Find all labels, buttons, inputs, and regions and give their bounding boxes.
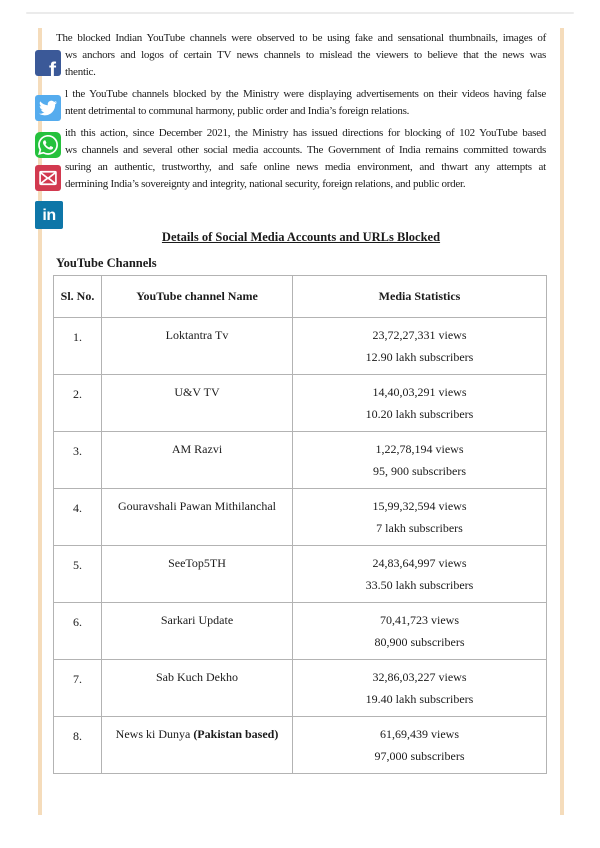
paragraph-line: l the YouTube channels blocked by the Ministry were displaying advertisements on their videos having false	[65, 88, 546, 100]
views-count: 32,86,03,227 views	[372, 670, 467, 684]
paragraph-line: ws channels and several other social media accounts. The Government of India remains committed towards	[65, 144, 546, 156]
table-row	[54, 603, 547, 660]
facebook-icon: f	[49, 59, 56, 76]
table-row	[54, 717, 547, 774]
section-heading: Details of Social Media Accounts and URLs Blocked	[161, 230, 441, 244]
table-header-row	[54, 276, 547, 318]
channel-name: Gouravshali Pawan Mithilanchal	[102, 489, 293, 546]
whatsapp-icon	[38, 135, 58, 155]
subscribers-count: 95, 900 subscribers	[373, 464, 466, 478]
sl-no: 2.	[54, 375, 102, 432]
facebook-share-button[interactable]	[35, 50, 61, 76]
sl-no: 3.	[54, 432, 102, 489]
media-stats	[293, 489, 547, 546]
paragraph-line: ith this action, since December 2021, the Ministry has issued directions for blocking of 102 YouTube based	[65, 127, 546, 139]
views-count: 24,83,64,997 views	[372, 556, 467, 570]
table-row	[54, 660, 547, 717]
paragraph-line: thentic.	[65, 66, 96, 78]
views-count: 15,99,32,594 views	[372, 499, 467, 513]
table-row	[54, 432, 547, 489]
twitter-icon	[39, 99, 57, 117]
subscribers-count: 19.40 lakh subscribers	[365, 692, 474, 706]
sl-no: 7.	[54, 660, 102, 717]
media-stats	[293, 717, 547, 774]
channel-name-text: News ki Dunya	[115, 727, 194, 741]
header-sl-no: Sl. No.	[54, 276, 102, 318]
whatsapp-share-button[interactable]	[35, 132, 61, 158]
channel-name: SeeTop5TH	[102, 546, 293, 603]
table-row	[54, 489, 547, 546]
email-share-button[interactable]	[35, 165, 61, 191]
sl-no: 8.	[54, 717, 102, 774]
paragraph-line: ntent detrimental to communal harmony, public order and India’s foreign relations.	[65, 105, 410, 117]
article-body	[56, 28, 546, 193]
channel-name: U&V TV	[102, 375, 293, 432]
media-stats	[293, 375, 547, 432]
subscribers-count: 12.90 lakh subscribers	[365, 350, 474, 364]
channel-name-bold-text: (Pakistan based)	[193, 727, 279, 741]
views-count: 70,41,723 views	[380, 613, 459, 627]
header-channel-name: YouTube channel Name	[102, 276, 293, 318]
views-count: 23,72,27,331 views	[372, 328, 467, 342]
sl-no: 1.	[54, 318, 102, 375]
subscribers-count: 97,000 subscribers	[374, 749, 465, 763]
channel-name: AM Razvi	[102, 432, 293, 489]
top-divider	[26, 12, 574, 14]
channel-name	[102, 717, 293, 774]
linkedin-share-button[interactable]	[35, 201, 63, 229]
channel-name: Sab Kuch Dekho	[102, 660, 293, 717]
media-stats	[293, 318, 547, 375]
table-row	[54, 318, 547, 375]
views-count: 61,69,439 views	[380, 727, 459, 741]
sl-no: 5.	[54, 546, 102, 603]
views-count: 14,40,03,291 views	[372, 385, 467, 399]
paragraph-2	[56, 86, 546, 120]
paragraph-1	[56, 30, 546, 81]
media-stats	[293, 432, 547, 489]
views-count: 1,22,78,194 views	[375, 442, 464, 456]
table-row	[54, 375, 547, 432]
table-row	[54, 546, 547, 603]
subscribers-count: 80,900 subscribers	[374, 635, 465, 649]
email-envelope-icon	[38, 168, 58, 188]
paragraph-line: The blocked Indian YouTube channels were observed to be using fake and sensational thumbnails, images of	[56, 32, 546, 44]
linkedin-icon: in	[42, 206, 56, 224]
subscribers-count: 10.20 lakh subscribers	[365, 407, 474, 421]
twitter-share-button[interactable]	[35, 95, 61, 121]
subscribers-count: 33.50 lakh subscribers	[365, 578, 474, 592]
document-content-frame	[38, 28, 564, 815]
media-stats	[293, 546, 547, 603]
sl-no: 6.	[54, 603, 102, 660]
channel-name: Loktantra Tv	[102, 318, 293, 375]
subscribers-count: 7 lakh subscribers	[376, 521, 463, 535]
channel-name: Sarkari Update	[102, 603, 293, 660]
media-stats	[293, 660, 547, 717]
media-stats	[293, 603, 547, 660]
sl-no: 4.	[54, 489, 102, 546]
paragraph-line: suring an authentic, trustworthy, and safe online news media environment, and thwart any attempts at	[65, 161, 546, 173]
table-label-youtube-channels: YouTube Channels	[56, 256, 157, 270]
header-media-statistics: Media Statistics	[293, 276, 547, 318]
paragraph-3	[56, 125, 546, 193]
paragraph-line: ws anchors and logos of certain TV news channels to mislead the viewers to believe that the news was	[65, 49, 546, 61]
paragraph-line: dermining India’s sovereignty and integrity, national security, foreign relations, and public order.	[65, 178, 466, 190]
youtube-channels-table	[53, 275, 547, 774]
